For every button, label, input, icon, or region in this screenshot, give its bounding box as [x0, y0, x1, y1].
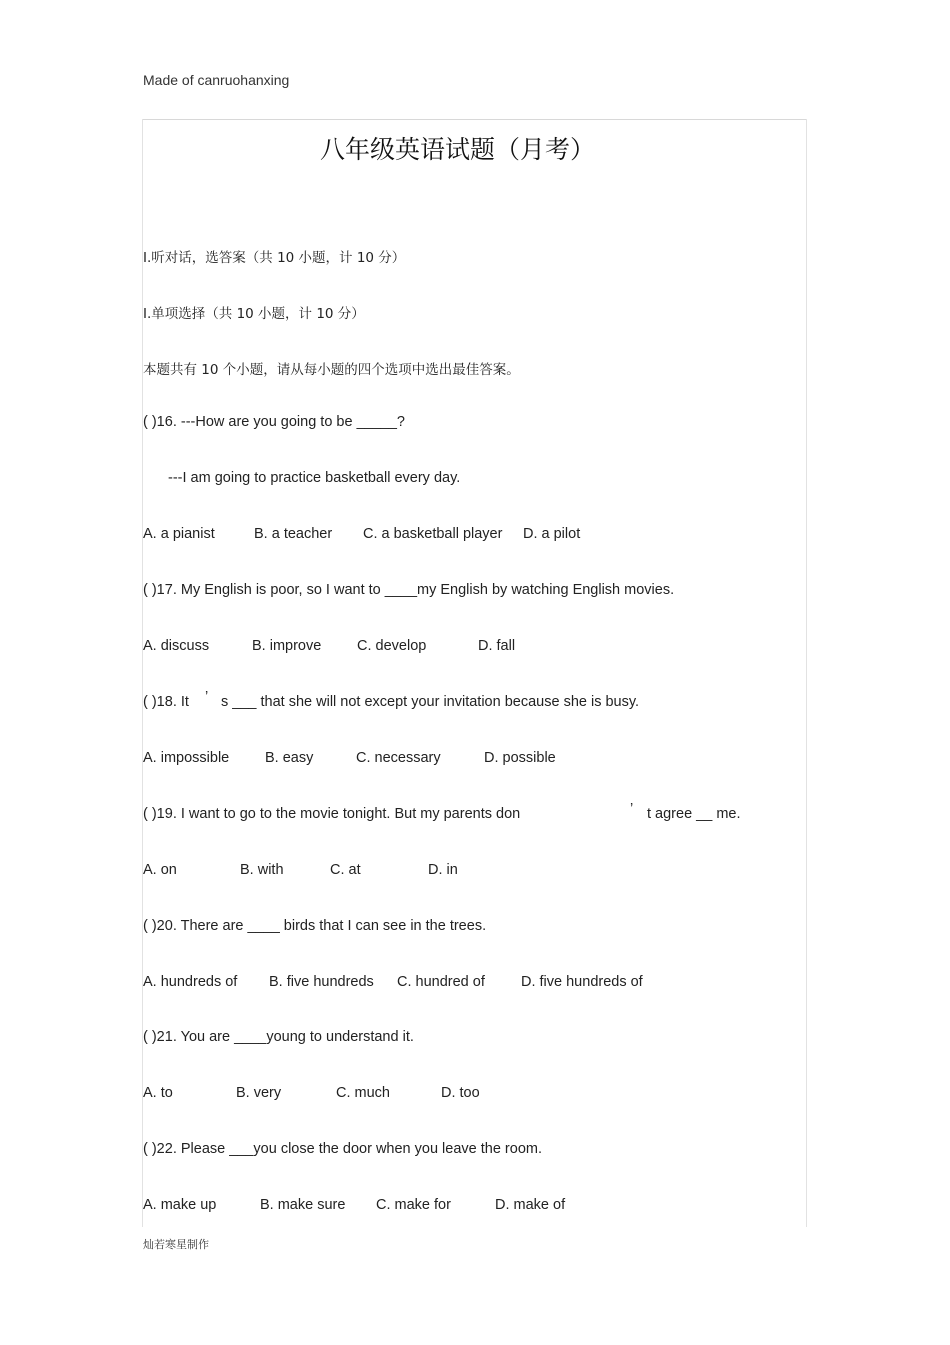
- question-18-stem-part2: s ___ that she will not except your invitation because she is busy.: [221, 694, 640, 710]
- question-21-option-d: D. too: [441, 1085, 480, 1101]
- question-20-option-a: A. hundreds of: [143, 974, 238, 990]
- question-19-option-d: D. in: [428, 862, 458, 878]
- frame-left-border: [142, 119, 143, 1227]
- question-17-stem: ( )17. My English is poor, so I want to ____my English by watching English movies.: [143, 582, 675, 598]
- question-22-option-c: C. make for: [376, 1197, 451, 1213]
- question-21-stem: ( )21. You are ____young to understand it.: [143, 1029, 414, 1045]
- question-16-option-b: B. a teacher: [254, 526, 333, 542]
- exam-title: 八年级英语试题（月考）: [319, 135, 595, 164]
- question-22-option-d: D. make of: [495, 1197, 566, 1213]
- question-16-option-d: D. a pilot: [523, 526, 581, 542]
- question-17-option-d: D. fall: [478, 638, 516, 654]
- question-18-apostrophe: ’: [205, 689, 209, 705]
- question-21-option-a: A. to: [143, 1085, 173, 1101]
- page-header: Made of canruohanxing: [143, 72, 290, 88]
- section-listening: Ⅰ.听对话，选答案（共 10 小题，计 10 分）: [143, 250, 406, 266]
- question-19-apostrophe: ’: [630, 801, 634, 817]
- question-20-stem: ( )20. There are ____ birds that I can see in the trees.: [143, 918, 487, 934]
- question-19-option-c: C. at: [330, 862, 361, 878]
- question-19-option-b: B. with: [240, 862, 284, 878]
- frame-right-border: [806, 119, 807, 1227]
- question-20-option-c: C. hundred of: [397, 974, 485, 990]
- question-20-option-d: D. five hundreds of: [521, 974, 643, 990]
- question-16-stem: ( )16. ---How are you going to be _____?: [143, 414, 405, 430]
- question-22-stem: ( )22. Please ___you close the door when you leave the room.: [143, 1141, 542, 1157]
- question-16-option-a: A. a pianist: [143, 526, 215, 542]
- question-21-option-b: B. very: [236, 1085, 282, 1101]
- question-18-option-b: B. easy: [265, 750, 314, 766]
- question-16-reply: ---I am going to practice basketball every day.: [168, 470, 461, 486]
- question-18-option-c: C. necessary: [356, 750, 441, 766]
- question-18-stem-part1: ( )18. It: [143, 694, 189, 710]
- question-17-option-c: C. develop: [357, 638, 427, 654]
- question-19-stem-part2: t agree __ me.: [647, 806, 741, 822]
- question-19-stem-part1: ( )19. I want to go to the movie tonight. But my parents don: [143, 806, 521, 822]
- question-22-option-a: A. make up: [143, 1197, 217, 1213]
- question-17-option-a: A. discuss: [143, 638, 210, 654]
- frame-top-border: [142, 119, 807, 120]
- section-single-choice: Ⅰ.单项选择（共 10 小题，计 10 分）: [143, 306, 365, 322]
- question-22-option-b: B. make sure: [260, 1197, 346, 1213]
- page-footer: 灿若寒星制作: [143, 1238, 209, 1251]
- question-17-option-b: B. improve: [252, 638, 322, 654]
- question-16-option-c: C. a basketball player: [363, 526, 503, 542]
- section-instruction: 本题共有 10 个小题，请从每小题的四个选项中选出最佳答案。: [143, 362, 520, 378]
- question-18-option-d: D. possible: [484, 750, 556, 766]
- question-20-option-b: B. five hundreds: [269, 974, 374, 990]
- question-21-option-c: C. much: [336, 1085, 390, 1101]
- question-18-option-a: A. impossible: [143, 750, 230, 766]
- question-19-option-a: A. on: [143, 862, 177, 878]
